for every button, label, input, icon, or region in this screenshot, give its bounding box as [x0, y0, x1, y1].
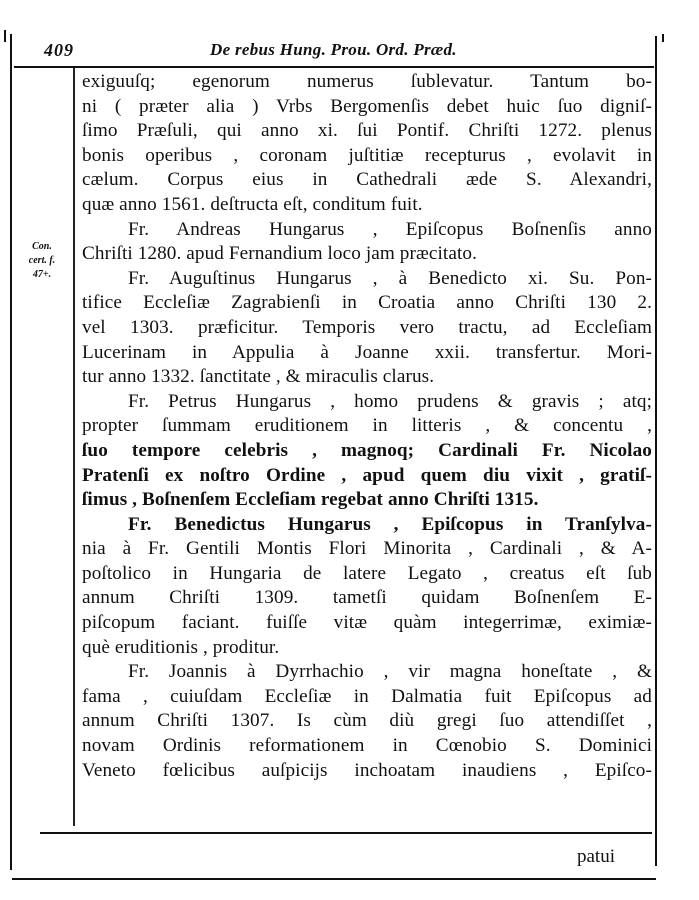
body-line: ſuo tempore celebris , magnoq; Cardinali Fr. Nicolao: [82, 439, 652, 461]
body-line: Fr. Andreas Hungarus , Epiſcopus Boſnenſis anno: [128, 218, 652, 240]
bottom-border-rule: [12, 878, 656, 880]
body-line: ſimo Præſuli, qui anno xi. ſui Pontif. Chriſti 1272. plenus: [82, 120, 652, 142]
border-tick-right: [662, 34, 664, 42]
body-line: vel 1303. præficitur. Temporis vero tractu, ad Eccleſiam: [82, 316, 652, 338]
body-line: quæ anno 1561. deſtructa eſt, conditum fuit.: [82, 193, 423, 215]
body-line: Fr. Petrus Hungarus , homo prudens & gravis ; atq;: [128, 390, 652, 412]
body-line: fama , cuiuſdam Eccleſiæ in Dalmatia fuit Epiſcopus ad: [82, 685, 652, 707]
body-text: [82, 70, 652, 783]
body-line: Veneto fœlicibus auſpicijs inchoatam inaudiens , Epiſco-: [82, 759, 652, 781]
body-line: Fr. Joannis à Dyrrhachio , vir magna honeſtate , &: [128, 661, 652, 683]
body-line: Fr. Benedictus Hungarus , Epiſcopus in Tranſylva-: [128, 513, 652, 535]
border-tick-left: [4, 30, 6, 42]
body-line: exiguuſq; egenorum numerus ſublevatur. Tantum bo-: [82, 71, 652, 92]
catchword: patui: [577, 846, 615, 867]
margin-note-line: 47+.: [32, 269, 52, 280]
body-line: ſimus , Boſnenſem Eccleſiam regebat anno Chriſti 1315.: [82, 489, 539, 511]
header-rule: [14, 66, 654, 68]
margin-note: [16, 240, 68, 282]
margin-note-line: Con.: [32, 241, 52, 252]
body-line: bonis operibus , coronam juſtitiæ recepturus , evolavit in: [82, 144, 652, 166]
body-line: novam Ordinis reformationem in Cœnobio S. Dominici: [82, 735, 652, 757]
page-number: 409: [44, 40, 74, 60]
body-line: annum Chriſti 1307. Is cùm diù gregi ſuo attendiſſet ,: [82, 710, 652, 732]
footer-rule: [40, 832, 652, 834]
body-line: tur anno 1332. ſanctitate , & miraculis clarus.: [82, 366, 435, 388]
body-line: poſtolico in Hungaria de latere Legato , creatus eſt ſub: [82, 562, 652, 584]
left-border-rule: [10, 34, 12, 870]
body-line: ni ( præter alia ) Vrbs Bergomenſis debet huic ſuo digniſ-: [82, 95, 652, 117]
body-line: piſcopum faciant. fuiſſe vitæ quàm integerrimæ, eximiæ-: [82, 612, 652, 634]
margin-column-rule: [73, 68, 75, 826]
body-line: Fr. Auguſtinus Hungarus , à Benedicto xi. Su. Pon-: [128, 267, 652, 289]
body-line: què eruditionis , proditur.: [82, 636, 280, 658]
right-border-rule: [655, 36, 657, 866]
body-line: Lucerinam in Appulia à Joanne xxii. transfertur. Mori-: [82, 341, 652, 363]
body-line: tifice Eccleſiæ Zagrabienſi in Croatia anno Chriſti 130 2.: [82, 292, 652, 314]
body-line: annum Chriſti 1309. tametſi quidam Boſnenſem E-: [82, 587, 652, 609]
body-line: Pratenſi ex noſtro Ordine , apud quem diu vixit , gratiſ-: [82, 464, 652, 486]
body-line: propter ſummam eruditionem in litteris , & concentu ,: [82, 415, 652, 437]
body-line: nia à Fr. Gentili Montis Flori Minorita , Cardinali , & A-: [82, 538, 652, 560]
body-line: cælum. Corpus eius in Cathedrali æde S. Alexandri,: [82, 169, 652, 191]
body-line: Chriſti 1280. apud Fernandium loco jam præcitato.: [82, 243, 477, 265]
margin-note-line: cert. f.: [28, 255, 56, 266]
running-head: De rebus Hung. Prou. Ord. Præd.: [210, 40, 457, 59]
